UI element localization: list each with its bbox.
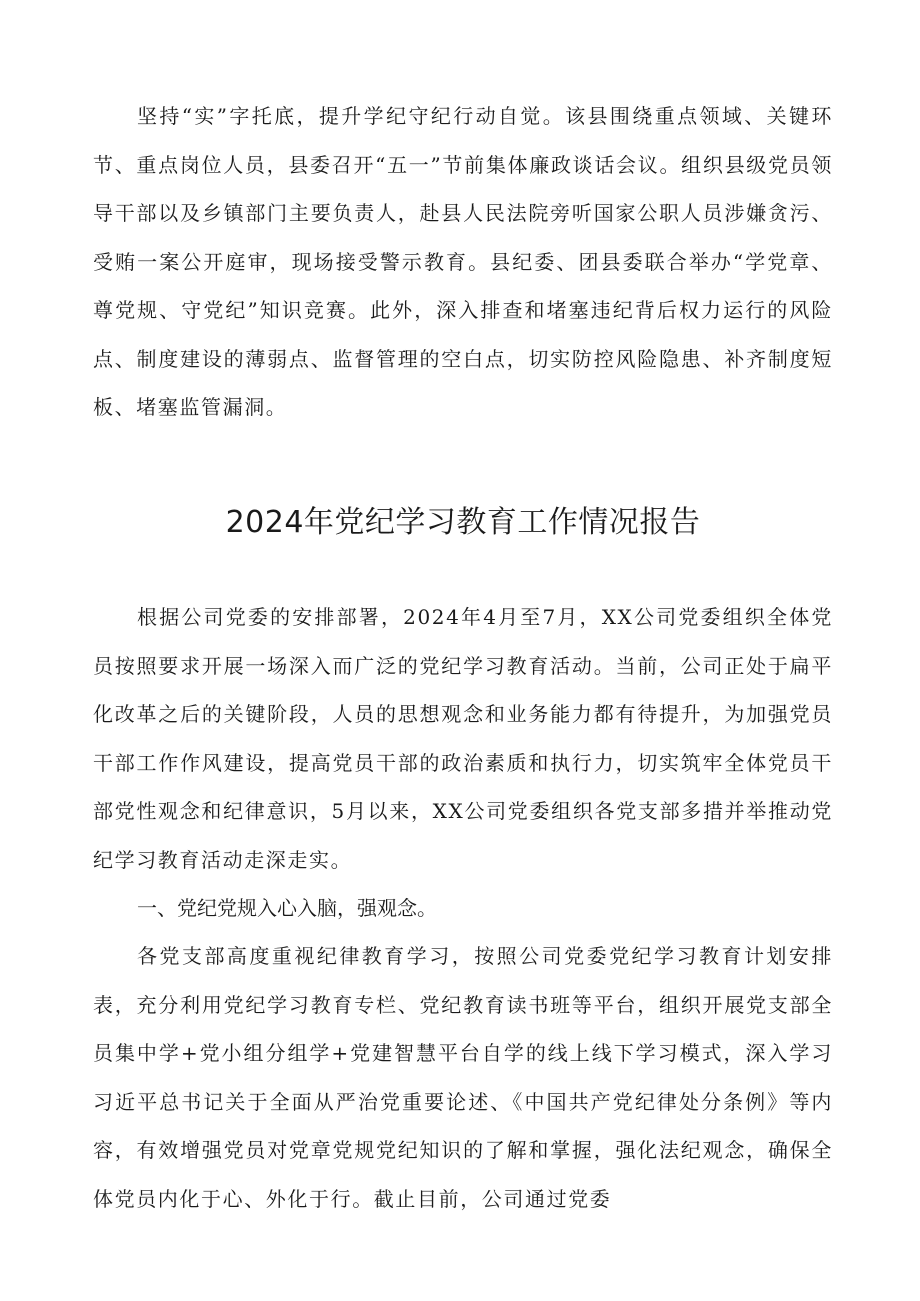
paragraph-discipline-practice: 坚持“实”字托底，提升学纪守纪行动自觉。该县围绕重点领域、关键环节、重点岗位人员，县委召开“五一”节前集体廉政谈话会议。组织县级党员领导干部以及乡镇部门主要负责人，赴县人民法院旁听国家公职人员涉嫌贪污、受贿一案公开庭审，现场接受警示教育。县纪委、团县委联合举办“学党章、尊党规、守党纪”知识竞赛。此外，深入排查和堵塞违纪背后权力运行的风险点、制度建设的薄弱点、监督管理的空白点，切实防控风险隐患、补齐制度短板、堵塞监管漏洞。 bbox=[93, 104, 833, 419]
section-heading-1: 一、党纪党规入心入脑，强观念。 bbox=[137, 896, 437, 920]
paragraph-section-1: 各党支部高度重视纪律教育学习，按照公司党委党纪学习教育计划安排表，充分利用党纪学习教育专栏、党纪教育读书班等平台，组织开展党支部全员集中学+党小组分组学+党建智慧平台自学的线上线下学习模式，深入学习习近平总书记关于全面从严治党重要论述、《中国共产党纪律处分条例》等内容，有效增强党员对党章党规党纪知识的了解和掌握，强化法纪观念，确保全体党员内化于心、外化于行。截止目前，公司通过党委 bbox=[93, 944, 833, 1211]
paragraph-intro: 根据公司党委的安排部署，2024年4月至7月，XX公司党委组织全体党员按照要求开展一场深入而广泛的党纪学习教育活动。当前，公司正处于扁平化改革之后的关键阶段，人员的思想观念和业务能力都有待提升，为加强党员干部工作作风建设，提高党员干部的政治素质和执行力，切实筑牢全体党员干部党性观念和纪律意识，5月以来，XX公司党委组织各党支部多措并举推动党纪学习教育活动走深走实。 bbox=[93, 605, 833, 872]
document-title: 2024年党纪学习教育工作情况报告 bbox=[225, 505, 701, 540]
